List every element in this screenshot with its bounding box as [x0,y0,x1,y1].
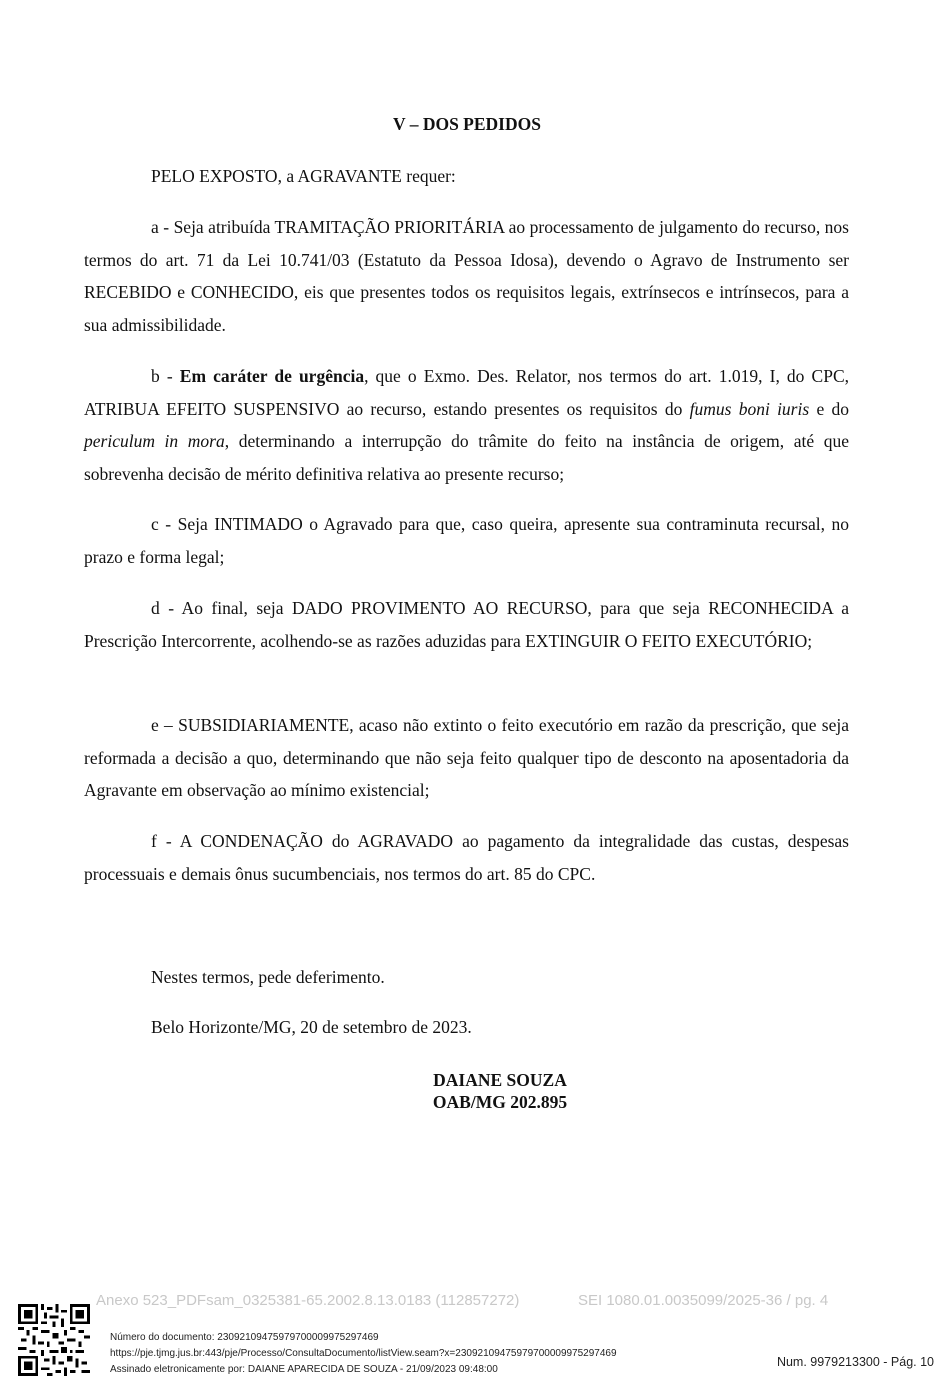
signer-oab: OAB/MG 202.895 [432,1092,568,1112]
item-b-prefix: b - [151,366,180,386]
signer-name: DAIANE SOUZA [433,1070,567,1090]
request-item-b [84,360,849,490]
sei-watermark: SEI 1080.01.0035099/2025-36 / pg. 4 [578,1292,829,1309]
qr-code-icon [18,1304,90,1376]
annex-watermark: Anexo 523_PDFsam_0325381-65.2002.8.13.0183 (112857272) [96,1292,520,1309]
place-date: Belo Horizonte/MG, 20 de setembro de 2023. [151,1017,472,1037]
request-item-a: a - Seja atribuída TRAMITAÇÃO PRIORITÁRIA ao processamento de julgamento do recurso, nos termos do art. 71 da Lei 10.741/03 (Estatuto da Pessoa Idosa), devendo o Agravo de Instrumento ser RECEBIDO e CONHECIDO, eis que presentes todos os requisitos legais, extrínsecos e intrínsecos, para a sua admissibilidade. [84,217,849,335]
request-item-c: c - Seja INTIMADO o Agravado para que, caso queira, apresente sua contraminuta recursal, no prazo e forma legal; [84,514,849,567]
item-b-italic2: periculum in mora [84,431,225,451]
intro-line: PELO EXPOSTO, a AGRAVANTE requer: [151,166,456,186]
document-number: Número do documento: 23092109475979700009975297469 [110,1332,379,1343]
item-b-italic1: fumus boni iuris [689,398,810,419]
page-number: Num. 9979213300 - Pág. 10 [776,1355,934,1369]
item-b-part1: , que o Exmo. Des. Relator, nos termos do art. 1.019, I, do CPC, ATRIBUA EFEITO SUSPENSIVO ao recurso, estando presentes os requisitos do [84,366,849,419]
request-item-f: f - A CONDENAÇÃO do AGRAVADO ao pagamento da integralidade das custas, despesas processuais e demais ônus sucumbenciais, nos termos do art. 85 do CPC. [84,831,849,884]
item-b-part3: , determinando a interrupção do trâmite do feito na instância de origem, até que sobrevenha decisão de mérito definitiva relativa ao presente recurso; [84,431,849,484]
request-item-d: d - Ao final, seja DADO PROVIMENTO AO RECURSO, para que seja RECONHECIDA a Prescrição Intercorrente, acolhendo-se as razões aduzidas para EXTINGUIR O FEITO EXECUTÓRIO; [84,598,849,651]
item-b-bold: Em caráter de urgência [179,366,365,386]
request-item-e: e – SUBSIDIARIAMENTE, acaso não extinto o feito executório em razão da prescrição, que seja reformada a decisão a quo, determinando que não seja feito qualquer tipo de desconto na aposentadoria da Agravante em observação ao mínimo existencial; [84,715,849,800]
section-title: V – DOS PEDIDOS [393,114,541,134]
closing-line: Nestes termos, pede deferimento. [151,967,385,987]
signed-by: Assinado eletronicamente por: DAIANE APARECIDA DE SOUZA - 21/09/2023 09:48:00 [110,1364,498,1375]
document-url: https://pje.tjmg.jus.br:443/pje/Processo/ConsultaDocumento/listView.seam?x=23092109475979700009975297469 [110,1348,617,1359]
item-b-part2: e do [809,398,849,419]
